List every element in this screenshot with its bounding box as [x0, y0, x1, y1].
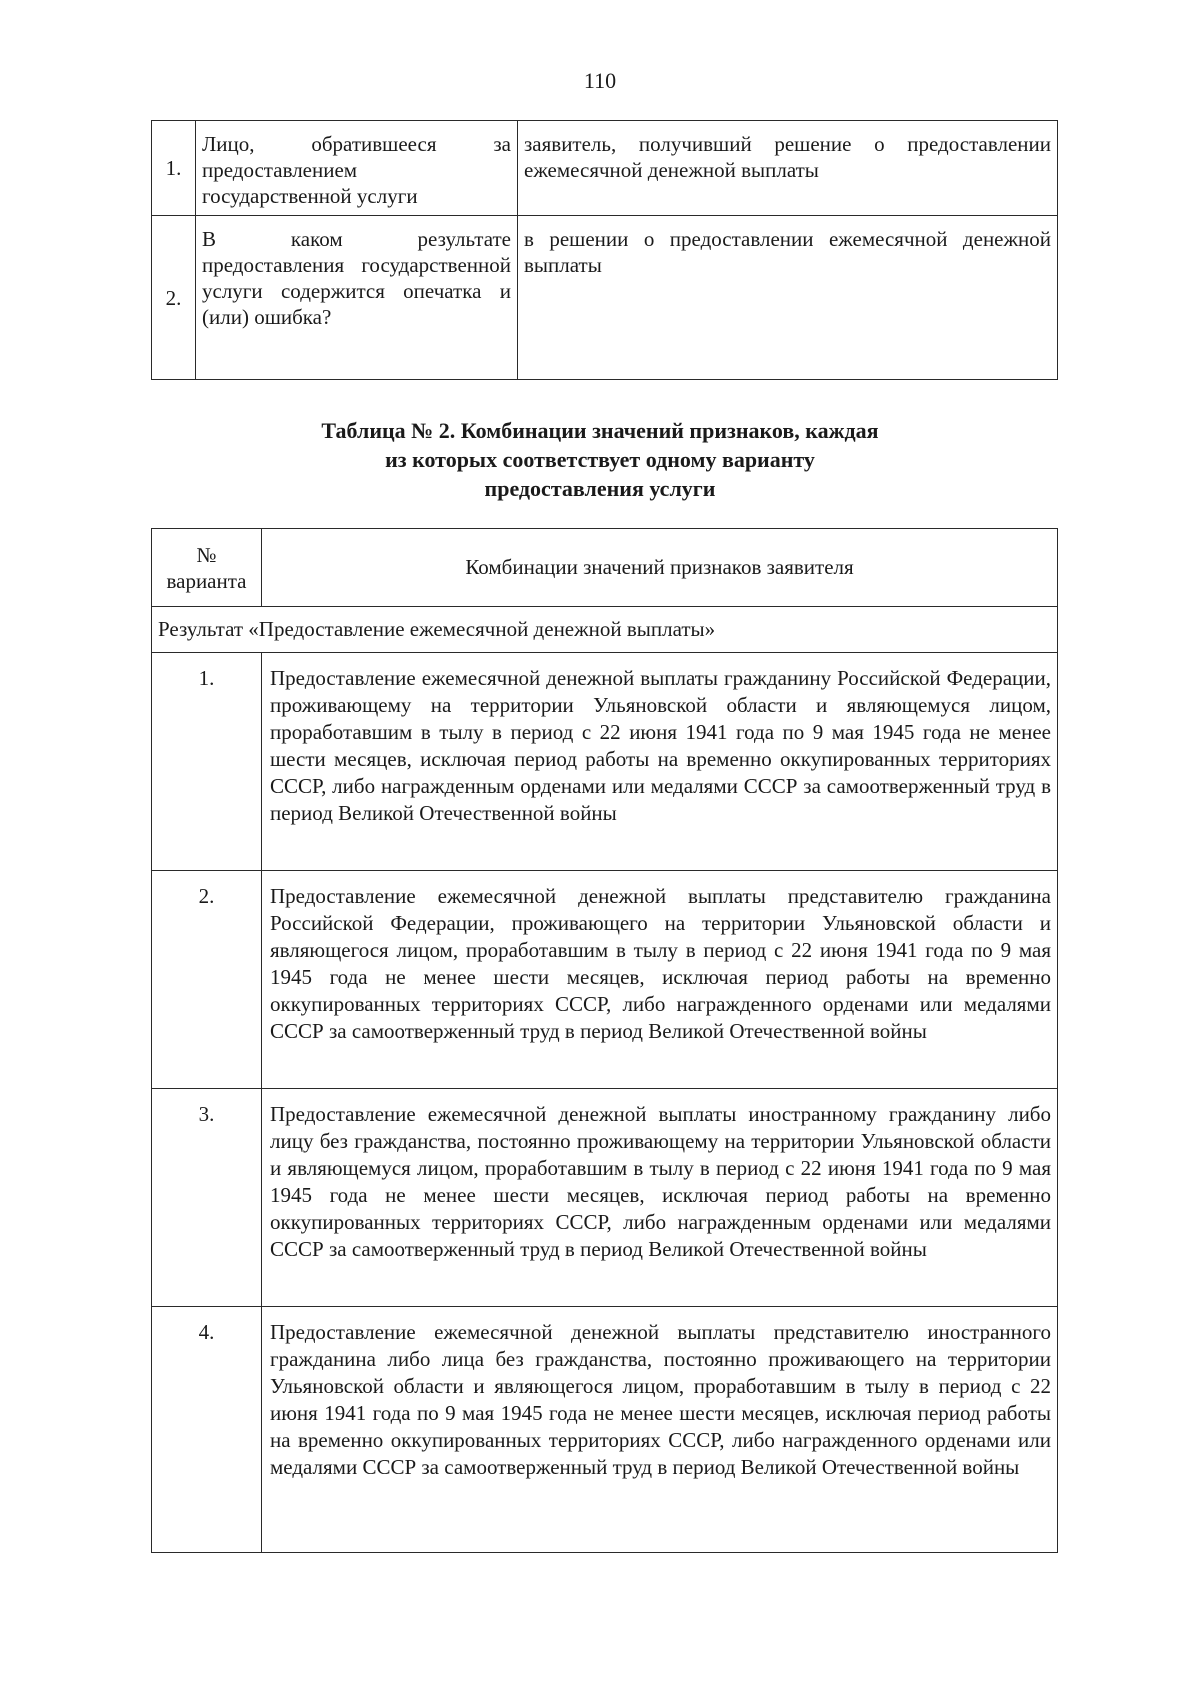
criteria-table: [151, 120, 1058, 380]
table-header-row: [152, 529, 1058, 607]
variant-number: 3.: [152, 1089, 262, 1307]
variant-description: Предоставление ежемесячной денежной выплаты представителю иностранного гражданина либо лица без гражданства, постоянно проживающего на территории Ульяновской области и являющегося лицом, проработавшим в тылу в период с 22 июня 1941 года по 9 мая 1945 года не менее шести месяцев, исключая период работы на временно оккупированных территориях СССР, либо награжденного орденами или медалями СССР за самоотверженный труд в период Великой Отечественной войны: [262, 1307, 1058, 1553]
result-label: Результат «Предоставление ежемесячной денежной выплаты»: [152, 607, 1058, 653]
variant-description: Предоставление ежемесячной денежной выплаты иностранному гражданину либо лицу без гражданства, постоянно проживающему на территории Ульяновской области и являющемуся лицом, проработавшим в тылу в период с 22 июня 1941 года по 9 мая 1945 года не менее шести месяцев, исключая период работы на временно оккупированных территориях СССР, либо награжденным орденами или медалями СССР за самоотверженный труд в период Великой Отечественной войны: [262, 1089, 1058, 1307]
page-number: 110: [583, 68, 617, 93]
table-row: [152, 871, 1058, 1089]
header-num-label: варианта: [166, 568, 247, 593]
row-number: 2.: [152, 216, 196, 380]
header-num-sign: №: [196, 542, 217, 567]
variants-table: [151, 528, 1058, 1553]
variant-number: 1.: [152, 653, 262, 871]
criterion-question: Лицо, обратившееся за предоставлением государственной услуги: [196, 121, 518, 216]
combination-header: Комбинации значений признаков заявителя: [262, 529, 1058, 607]
table-row: [152, 121, 1058, 216]
table2-title-line: Таблица № 2. Комбинации значений признаков, каждая: [321, 418, 879, 443]
variant-description: Предоставление ежемесячной денежной выплаты представителю гражданина Российской Федерации, проживающего на территории Ульяновской области и являющегося лицом, проработавшим в тылу в период с 22 июня 1941 года по 9 мая 1945 года не менее шести месяцев, исключая период работы на временно оккупированных территориях СССР, либо награжденного орденами или медалями СССР за самоотверженный труд в период Великой Отечественной войны: [262, 871, 1058, 1089]
variant-description: Предоставление ежемесячной денежной выплаты гражданину Российской Федерации, проживающему на территории Ульяновской области и являющемуся лицом, проработавшим в тылу в период с 22 июня 1941 года по 9 мая 1945 года не менее шести месяцев, исключая период работы на временно оккупированных территориях СССР, либо награжденным орденами или медалями СССР за самоотверженный труд в период Великой Отечественной войны: [262, 653, 1058, 871]
table-row: [152, 1307, 1058, 1553]
table-row: [152, 653, 1058, 871]
variant-number-header: [152, 529, 262, 607]
variant-number: 2.: [152, 871, 262, 1089]
criterion-answer: в решении о предоставлении ежемесячной денежной выплаты: [518, 216, 1058, 380]
result-row: [152, 607, 1058, 653]
table-row: [152, 1089, 1058, 1307]
table2-title: [0, 416, 1200, 503]
table2-title-line: предоставления услуги: [484, 476, 716, 501]
criterion-question: В каком результате предоставления государственной услуги содержится опечатка и (или) ошибка?: [196, 216, 518, 380]
variant-number: 4.: [152, 1307, 262, 1553]
criterion-answer: заявитель, получивший решение о предоставлении ежемесячной денежной выплаты: [518, 121, 1058, 216]
table2-title-line: из которых соответствует одному варианту: [385, 447, 815, 472]
table-row: [152, 216, 1058, 380]
row-number: 1.: [152, 121, 196, 216]
